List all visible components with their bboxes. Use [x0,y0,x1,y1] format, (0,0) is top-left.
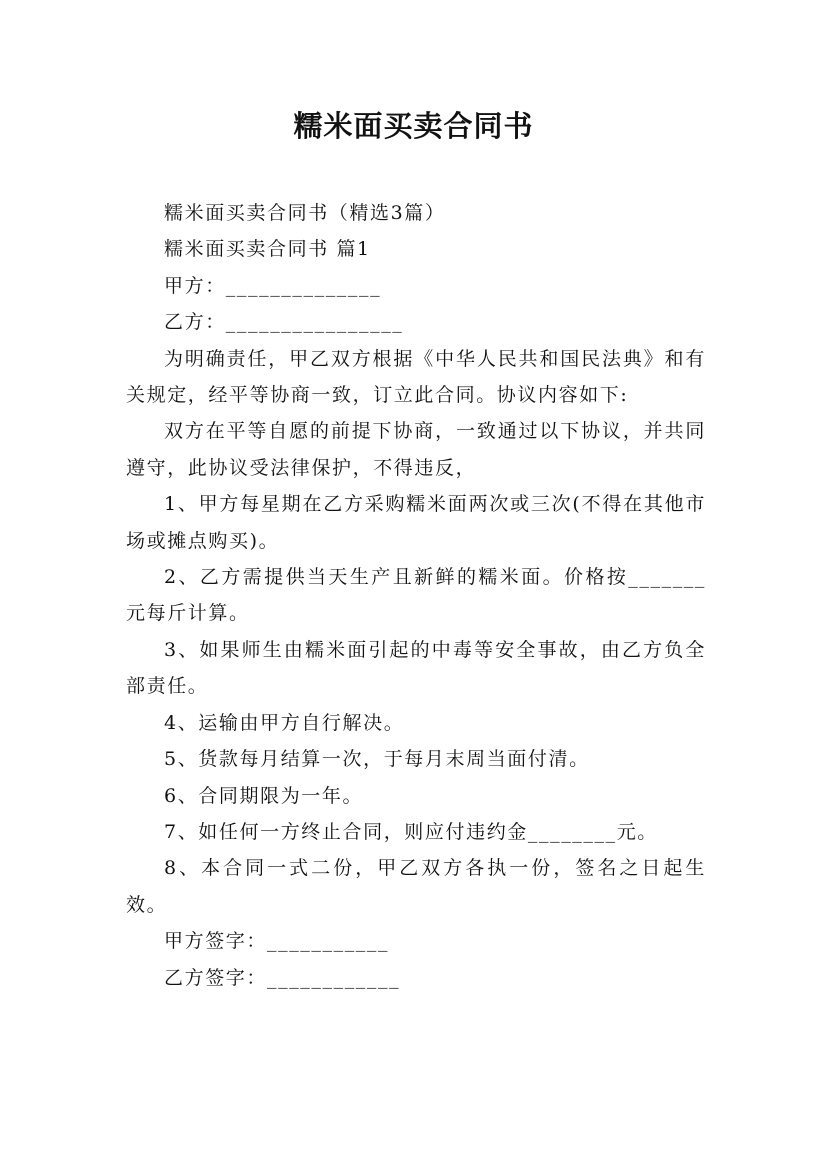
agreement-paragraph: 双方在平等自愿的前提下协商，一致通过以下协议，并共同遵守，此协议受法律保护，不得违反， [126,420,706,479]
subtitle: 糯米面买卖合同书（精选3篇） [164,202,446,224]
clause-7: 7、如任何一方终止合同，则应付违约金________元。 [164,820,658,843]
party-a-signature-line: 甲方签字：___________ [164,930,390,953]
clause-6: 6、合同期限为一年。 [164,784,364,807]
party-a-line: 甲方：______________ [164,274,382,297]
party-b-signature-line: 乙方签字：____________ [164,966,401,989]
clause-3: 3、如果师生由糯米面引起的中毒等安全事故，由乙方负全部责任。 [126,638,706,698]
party-b-line: 乙方：________________ [164,311,404,334]
document-body [126,195,706,996]
document-title: 糯米面买卖合同书 [293,109,534,143]
clause-5: 5、货款每月结算一次，于每月末周当面付清。 [164,748,590,771]
clause-2: 2、乙方需提供当天生产且新鲜的糯米面。价格按_______元每斤计算。 [126,566,706,625]
clause-4: 4、运输由甲方自行解决。 [164,711,405,734]
section-heading: 糯米面买卖合同书 篇1 [164,238,371,261]
preamble-paragraph: 为明确责任，甲乙双方根据《中华人民共和国民法典》和有关规定，经平等协商一致，订立此合同。协议内容如下: [126,347,706,407]
clause-1: 1、甲方每星期在乙方采购糯米面两次或三次(不得在其他市场或摊点购买)。 [126,493,706,552]
clause-8: 8、本合同一式二份，甲乙双方各执一份，签名之日起生效。 [126,857,706,916]
